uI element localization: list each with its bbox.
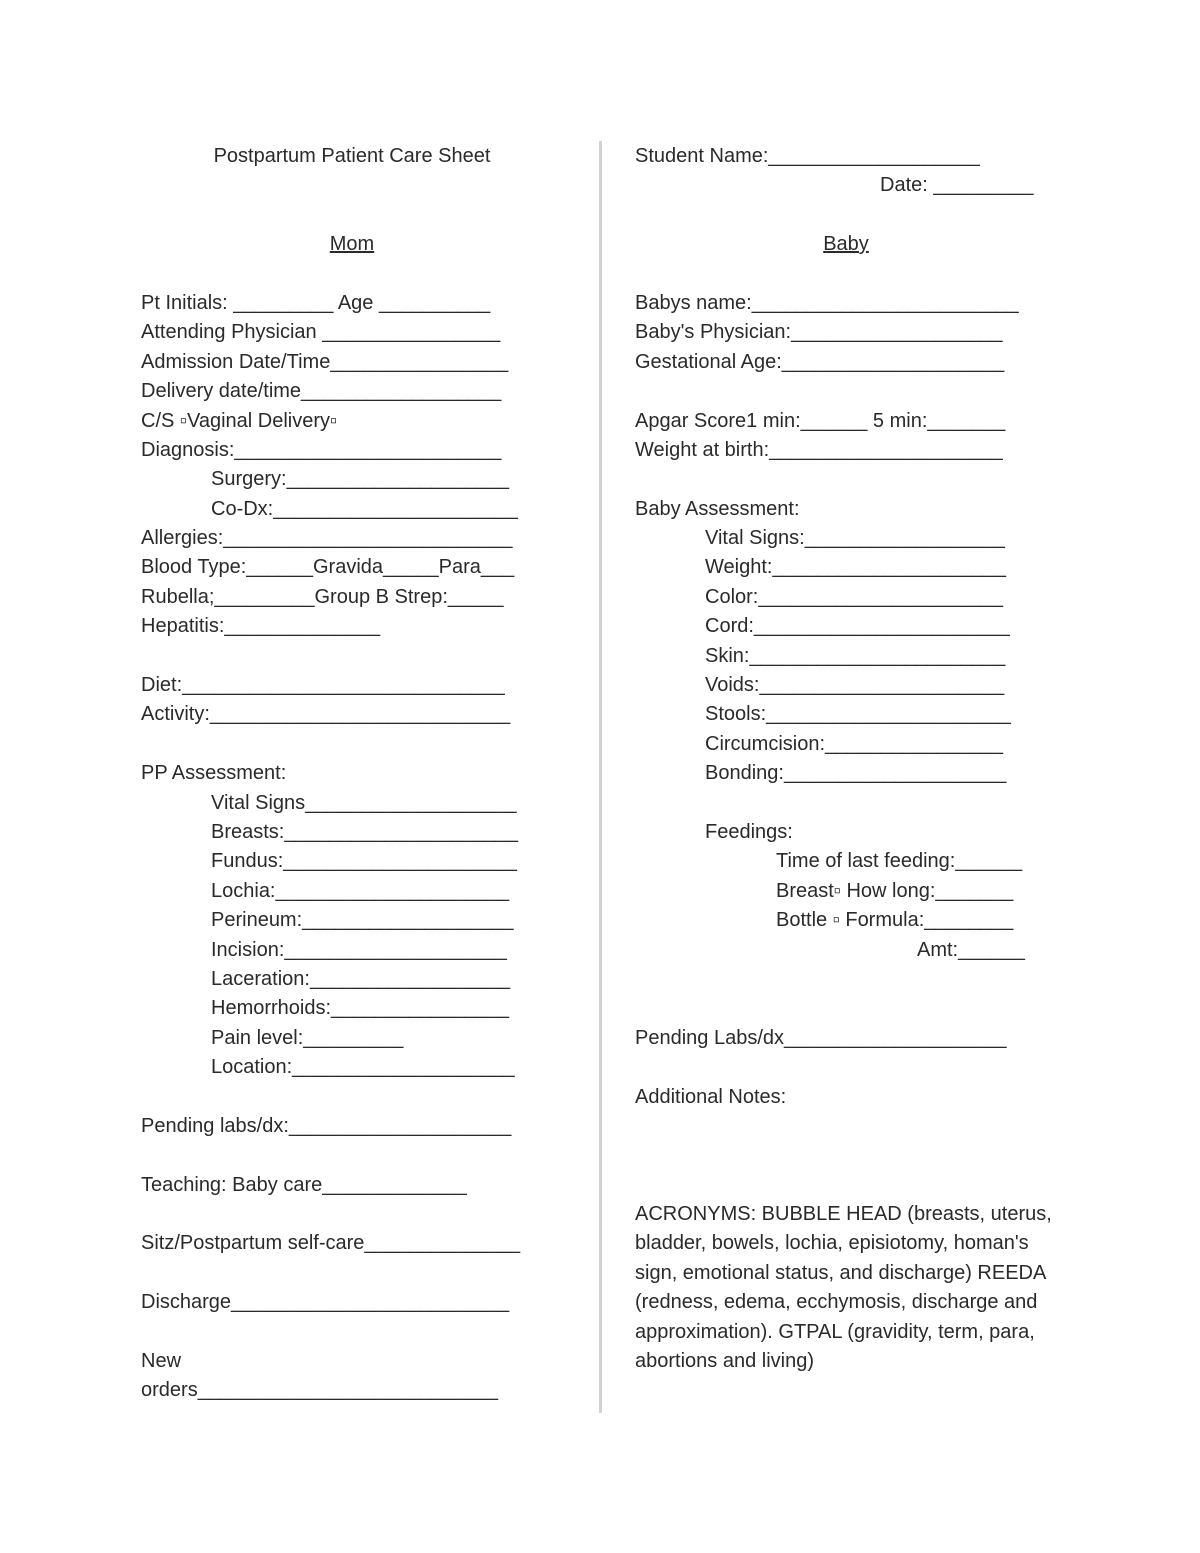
admission-field[interactable]: Admission Date/Time________________ [141, 350, 509, 373]
delivery-field[interactable]: Delivery date/time__________________ [141, 380, 502, 403]
acronyms-note: ACRONYMS: BUBBLE HEAD (breasts, uterus, bladder, bowels, lochia, episiotomy, homan's sign, emotional status, and discharge) REEDA (redness, edema, ecchymosis, discharge and approximation). GTPAL (gravidity, term, para, abortions and living) [635, 1203, 1052, 1373]
mom-pending-labs-field[interactable]: Pending labs/dx:____________________ [141, 1114, 512, 1137]
pp-location-field[interactable]: Location:____________________ [211, 1056, 515, 1079]
pt-initials-field[interactable]: Pt Initials: _________ Age __________ [141, 291, 491, 314]
mom-column [141, 142, 571, 1406]
babys-name-field[interactable]: Babys name:________________________ [635, 291, 1019, 314]
pp-incision-field[interactable]: Incision:____________________ [211, 938, 507, 961]
column-divider [599, 141, 602, 1413]
new-orders-field[interactable]: orders___________________________ [141, 1379, 499, 1402]
baby-stools-field[interactable]: Stools:______________________ [705, 703, 1011, 726]
baby-vital-signs-field[interactable]: Vital Signs:__________________ [705, 527, 1005, 550]
teaching-field[interactable]: Teaching: Baby care_____________ [141, 1173, 467, 1196]
pp-lochia-field[interactable]: Lochia:_____________________ [211, 879, 510, 902]
breast-feeding-field[interactable]: Breast▫ How long:_______ [776, 879, 1014, 902]
surgery-field[interactable]: Surgery:____________________ [211, 468, 510, 491]
baby-weight-field[interactable]: Weight:_____________________ [705, 556, 1007, 579]
baby-physician-field[interactable]: Baby's Physician:___________________ [635, 321, 1003, 344]
hepatitis-field[interactable]: Hepatitis:______________ [141, 615, 381, 638]
baby-color-field[interactable]: Color:______________________ [705, 585, 1004, 608]
baby-voids-field[interactable]: Voids:______________________ [705, 674, 1005, 697]
page-title: Postpartum Patient Care Sheet [213, 145, 491, 167]
pp-perineum-field[interactable]: Perineum:___________________ [211, 909, 514, 932]
feedings-label: Feedings: [705, 820, 793, 843]
new-orders-label: New [141, 1350, 182, 1373]
baby-pending-labs-field[interactable]: Pending Labs/dx____________________ [635, 1026, 1007, 1049]
mom-heading: Mom [329, 233, 375, 256]
diet-field[interactable]: Diet:_____________________________ [141, 674, 505, 697]
discharge-field[interactable]: Discharge_________________________ [141, 1291, 510, 1314]
baby-skin-field[interactable]: Skin:_______________________ [705, 644, 1006, 667]
date-field[interactable]: Date: _________ [880, 174, 1034, 197]
pp-laceration-field[interactable]: Laceration:__________________ [211, 967, 511, 990]
baby-heading: Baby [823, 233, 869, 256]
bottle-formula-field[interactable]: Bottle ▫ Formula:________ [776, 909, 1014, 932]
attending-physician-field[interactable]: Attending Physician ________________ [141, 321, 501, 344]
last-feeding-field[interactable]: Time of last feeding:______ [776, 850, 1023, 873]
sitz-field[interactable]: Sitz/Postpartum self-care______________ [141, 1232, 521, 1255]
gestational-age-field[interactable]: Gestational Age:____________________ [635, 350, 1005, 373]
pp-pain-level-field[interactable]: Pain level:_________ [211, 1026, 404, 1049]
pp-breasts-field[interactable]: Breasts:_____________________ [211, 820, 518, 843]
weight-at-birth-field[interactable]: Weight at birth:_____________________ [635, 438, 1003, 461]
amount-field[interactable]: Amt:______ [917, 938, 1025, 961]
baby-assessment-label: Baby Assessment: [635, 497, 800, 520]
pp-hemorrhoids-field[interactable]: Hemorrhoids:________________ [211, 997, 510, 1020]
delivery-type-checkboxes[interactable]: C/S ▫Vaginal Delivery▫ [141, 409, 338, 432]
activity-field[interactable]: Activity:___________________________ [141, 703, 511, 726]
baby-bonding-field[interactable]: Bonding:____________________ [705, 762, 1007, 785]
co-dx-field[interactable]: Co-Dx:______________________ [211, 497, 518, 520]
student-name-field[interactable]: Student Name:___________________ [635, 145, 980, 167]
baby-column [635, 142, 1075, 1377]
pp-fundus-field[interactable]: Fundus:_____________________ [211, 850, 517, 873]
diagnosis-field[interactable]: Diagnosis:________________________ [141, 438, 502, 461]
pp-vital-signs-field[interactable]: Vital Signs___________________ [211, 791, 517, 814]
baby-cord-field[interactable]: Cord:_______________________ [705, 615, 1010, 638]
pp-assessment-label: PP Assessment: [141, 762, 287, 785]
apgar-field[interactable]: Apgar Score1 min:______ 5 min:_______ [635, 409, 1006, 432]
additional-notes-label: Additional Notes: [635, 1085, 787, 1108]
blood-type-field[interactable]: Blood Type:______Gravida_____Para___ [141, 556, 515, 579]
baby-circumcision-field[interactable]: Circumcision:________________ [705, 732, 1003, 755]
rubella-field[interactable]: Rubella;_________Group B Strep:_____ [141, 585, 504, 608]
allergies-field[interactable]: Allergies:__________________________ [141, 527, 513, 550]
